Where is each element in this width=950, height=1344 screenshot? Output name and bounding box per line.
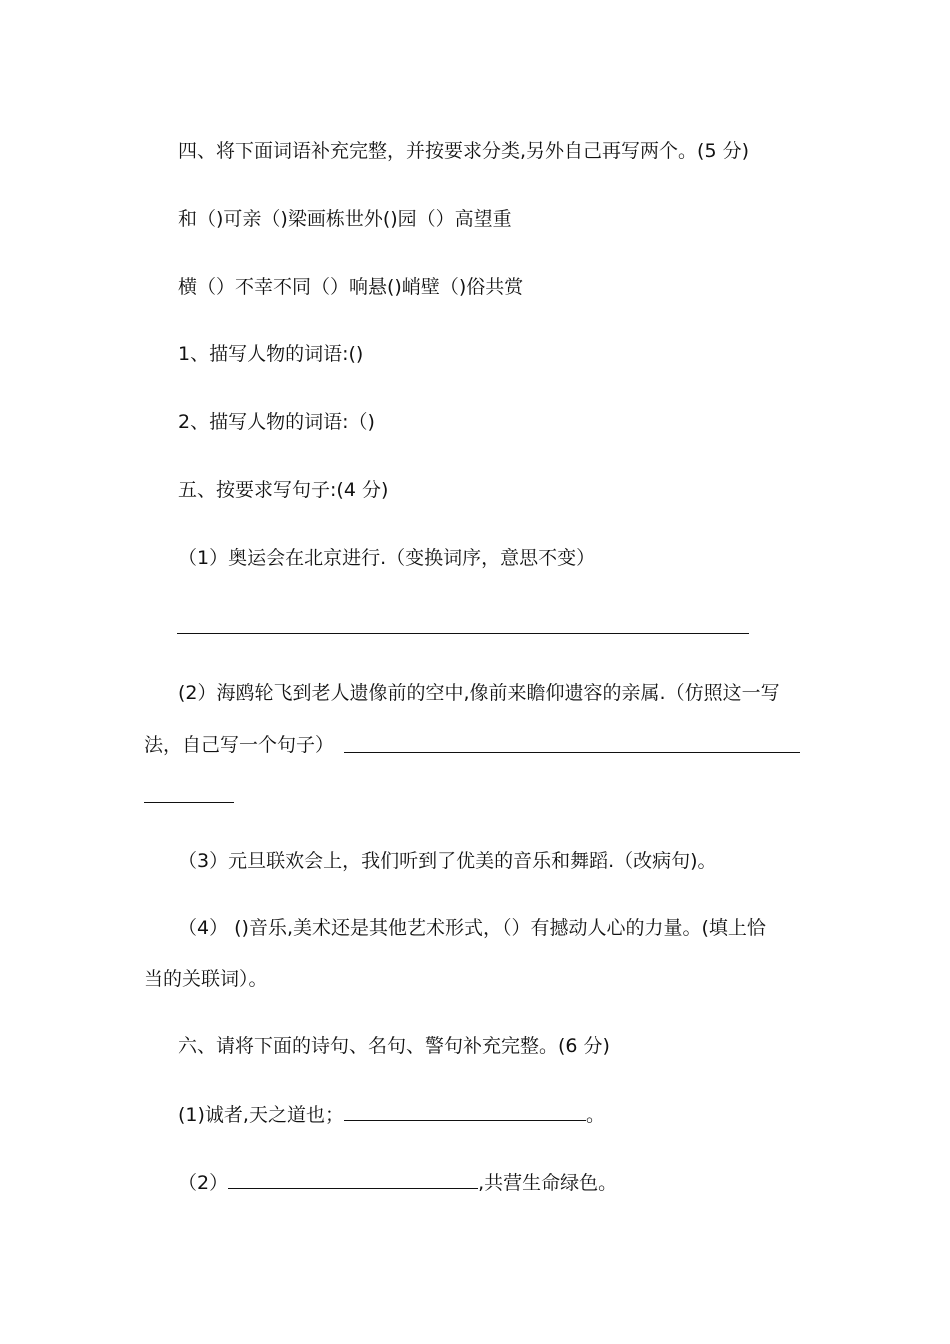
answer-blank-s6-q2[interactable] — [228, 1170, 478, 1189]
section6-question-2 — [178, 1170, 617, 1195]
section5-question-4-line-2: 当的关联词）。 — [144, 968, 268, 990]
section6-q2-suffix: ,共营生命绿色。 — [478, 1172, 618, 1194]
section6-q1-suffix: 。 — [585, 1104, 605, 1126]
section6-q1-prefix: (1)诚者,天之道也； — [178, 1104, 344, 1126]
section4-item-1: 1、描写人物的词语:() — [178, 343, 364, 365]
section5-question-2-line-2: 法，自己写一个句子） — [144, 734, 335, 756]
section5-question-4-line-1: （4） ()音乐,美术还是其他艺术形式，（）有撼动人心的力量。(填上恰 — [178, 917, 766, 939]
section5-question-2-line-1: (2）海鸥轮飞到老人遗像前的空中,像前来瞻仰遗容的亲属.（仿照这一写 — [178, 682, 780, 704]
section5-question-1: （1）奥运会在北京进行.（变换词序，意思不变） — [178, 547, 596, 569]
section5-question-3: （3）元旦联欢会上，我们听到了优美的音乐和舞蹈.（改病句)。 — [178, 850, 717, 872]
answer-blank-s6-q1[interactable] — [344, 1102, 586, 1121]
section6-question-1 — [178, 1102, 605, 1127]
section4-word-row-1: 和（)可亲（)梁画栋世外()园（）高望重 — [178, 208, 512, 230]
section6-q2-prefix: （2） — [178, 1172, 229, 1194]
answer-line-q2-a[interactable] — [344, 752, 800, 753]
answer-line-q2-b[interactable] — [144, 802, 234, 803]
section4-heading: 四、将下面词语补充完整，并按要求分类,另外自己再写两个。(5 分) — [178, 140, 749, 162]
section4-item-2: 2、描写人物的词语:（) — [178, 411, 375, 433]
section4-word-row-2: 横（）不幸不同（）响悬()峭壁（)俗共赏 — [178, 276, 524, 298]
section6-heading: 六、请将下面的诗句、名句、警句补充完整。(6 分) — [178, 1035, 610, 1057]
answer-line-q1[interactable] — [177, 633, 749, 634]
section5-heading: 五、按要求写句子:(4 分) — [178, 479, 389, 501]
